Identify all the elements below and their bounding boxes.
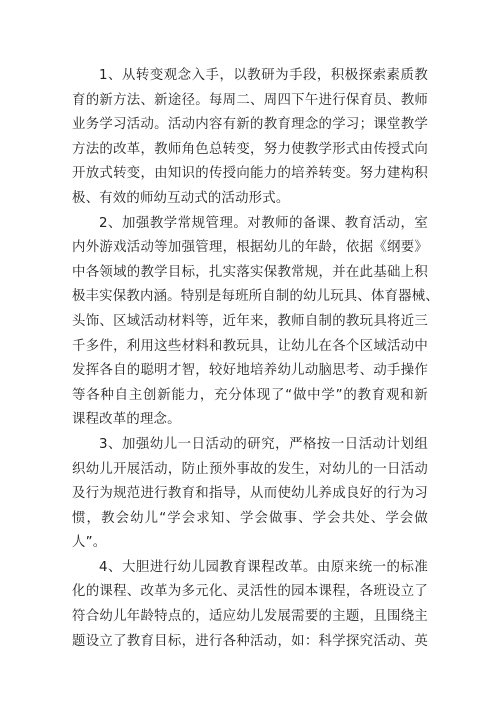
paragraph-2 <box>72 212 439 433</box>
text-line: 等各种自主创新能力，充分体现了“做中学”的教育观和新 <box>72 387 428 403</box>
text-line: 及行为规范进行教育和指导，从而使幼儿养成良好的行为习 <box>72 486 428 502</box>
text-line: 开放式转变，由知识的传授向能力的培养转变。努力建构积 <box>72 166 428 182</box>
paragraph-4 <box>72 556 428 654</box>
paragraph-1 <box>72 64 428 212</box>
text-line: 方法的改革，教师角色总转变，努力使教学形式由传授式向 <box>72 141 428 157</box>
paragraph-3 <box>72 433 428 556</box>
text-line: 3、加强幼儿一日活动的研究，严格按一日活动计划组 <box>99 436 428 452</box>
text-line: 课程改革的理念。 <box>72 412 181 428</box>
text-line: 化的课程、改革为多元化、灵活性的园本课程，各班设立了 <box>72 584 428 600</box>
text-line: 极、有效的师幼互动式的活动形式。 <box>72 190 290 206</box>
text-line: 符合幼儿年龄特点的，适应幼儿发展需要的主题，且围绕主 <box>72 609 428 625</box>
text-line: 育的新方法、新途径。每周二、周四下午进行保育员、教师 <box>72 92 428 108</box>
text-line: 头饰、区域活动材料等，近年来，教师自制的教玩具将近三 <box>72 313 428 329</box>
text-line: 业务学习活动。活动内容有新的教育理念的学习；课堂教学 <box>72 117 428 133</box>
text-line: 发挥各自的聪明才智，较好地培养幼儿动脑思考、动手操作 <box>72 363 428 379</box>
text-line: 人”。 <box>72 535 107 551</box>
text-line: 千多件，利用这些材料和教玩具，让幼儿在各个区域活动中 <box>72 338 428 354</box>
text-line: 织幼儿开展活动，防止预外事故的发生，对幼儿的一日活动 <box>72 461 428 477</box>
text-line: 极丰实保教内涵。特别是每班所自制的幼儿玩具、体育器械、 <box>72 289 439 305</box>
text-line: 4、大胆进行幼儿园教育课程改革。由原来统一的标准 <box>99 559 428 575</box>
text-line: 1、从转变观念入手，以教研为手段，积极探索素质教 <box>99 68 428 83</box>
text-line: 2、加强教学常规管理。对教师的备课、教育活动，室 <box>99 215 428 231</box>
document-page <box>72 64 439 654</box>
text-line: 题设立了教育目标，进行各种活动，如：科学探究活动、英 <box>72 633 428 649</box>
text-line: 中各领域的教学目标，扎实落实保教常规，并在此基础上积 <box>72 264 428 280</box>
text-line: 惯，教会幼儿“学会求知、学会做事、学会共处、学会做 <box>72 510 428 526</box>
text-line: 内外游戏活动等加强管理，根据幼儿的年龄，依据《纲要》 <box>72 240 428 256</box>
